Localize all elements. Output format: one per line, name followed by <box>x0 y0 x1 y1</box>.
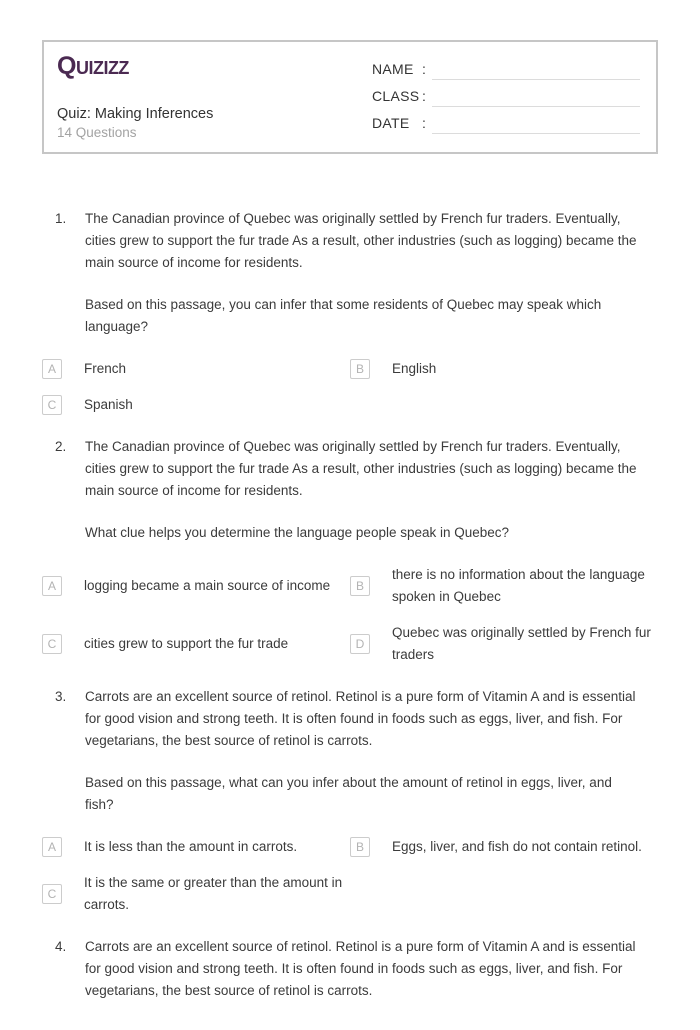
option-text: logging became a main source of income <box>84 578 331 593</box>
option-letter-box[interactable]: B <box>350 837 370 857</box>
name-input-line[interactable] <box>432 60 640 80</box>
name-field-row <box>372 56 640 80</box>
option-text: cities grew to support the fur trade <box>84 636 289 651</box>
option-letter-box[interactable]: A <box>42 576 62 596</box>
option-letter-box[interactable]: A <box>42 837 62 857</box>
question-3-passage: Carrots are an excellent source of retinol. Retinol is a pure form of Vitamin A and is essential for good vision and strong teeth. It is often found in foods such as eggs, liver, and fish. For vegetarians, the best source of retinol is carrots. <box>85 689 636 748</box>
question-4-body <box>85 936 643 1022</box>
option-2d[interactable] <box>350 622 658 666</box>
quiz-title: Quiz: Making Inferences <box>57 106 214 122</box>
name-label: NAME <box>372 61 414 77</box>
question-2-body <box>85 436 643 544</box>
option-text: Quebec was originally settled by French fur traders <box>392 625 651 662</box>
option-letter-box[interactable]: A <box>42 359 62 379</box>
option-letter-box[interactable]: B <box>350 359 370 379</box>
question-1 <box>42 208 658 416</box>
question-1-passage: The Canadian province of Quebec was originally settled by French fur traders. Eventually, cities grew to support the fur trade As a result, other industries (such as logging) became the main source of income for residents. <box>85 211 637 270</box>
question-2 <box>42 436 658 666</box>
question-2-passage: The Canadian province of Quebec was originally settled by French fur traders. Eventually, cities grew to support the fur trade As a result, other industries (such as logging) became the main source of income for residents. <box>85 439 637 498</box>
option-1c[interactable] <box>42 394 350 416</box>
date-field-row <box>372 110 640 134</box>
question-3 <box>42 686 658 916</box>
option-text: English <box>392 361 437 376</box>
class-colon: : <box>422 88 426 104</box>
option-text: there is no information about the language spoken in Quebec <box>392 567 645 604</box>
date-label: DATE <box>372 115 410 131</box>
question-1-options <box>42 358 658 416</box>
question-count: 14 Questions <box>57 125 137 140</box>
option-letter-box[interactable]: B <box>350 576 370 596</box>
option-text: Spanish <box>84 397 133 412</box>
worksheet-header <box>42 40 658 154</box>
question-4 <box>42 936 658 1022</box>
quiz-worksheet-page <box>0 40 700 1030</box>
option-text: Eggs, liver, and fish do not contain retinol. <box>392 839 642 854</box>
question-3-prompt: Based on this passage, what can you infer about the amount of retinol in eggs, liver, and fish? <box>85 775 612 812</box>
option-3a[interactable] <box>42 836 350 858</box>
option-3b[interactable] <box>350 836 658 858</box>
option-letter-box[interactable]: C <box>42 634 62 654</box>
name-colon: : <box>422 61 426 77</box>
option-3c[interactable] <box>42 872 350 916</box>
header-left <box>57 52 213 142</box>
quiz-title-block <box>57 105 213 142</box>
option-letter-box[interactable]: C <box>42 395 62 415</box>
student-info-fields <box>372 52 640 142</box>
question-4-number: 4. <box>55 939 67 954</box>
quizizz-logo: Quizizz <box>57 52 129 80</box>
question-1-number: 1. <box>55 211 67 226</box>
option-letter-box[interactable]: D <box>350 634 370 654</box>
option-text: It is less than the amount in carrots. <box>84 839 298 854</box>
option-text: It is the same or greater than the amount in carrots. <box>84 875 343 912</box>
question-1-body <box>85 208 643 338</box>
question-2-prompt: What clue helps you determine the language people speak in Quebec? <box>85 525 510 540</box>
option-1b[interactable] <box>350 358 658 380</box>
question-3-options <box>42 836 658 916</box>
option-1a[interactable] <box>42 358 350 380</box>
option-2b[interactable] <box>350 564 658 608</box>
question-3-body <box>85 686 643 816</box>
question-2-number: 2. <box>55 439 67 454</box>
class-input-line[interactable] <box>432 87 640 107</box>
question-3-number: 3. <box>55 689 67 704</box>
option-2c[interactable] <box>42 622 350 666</box>
question-2-options <box>42 564 658 666</box>
class-label: CLASS <box>372 88 420 104</box>
question-2-text <box>42 436 658 544</box>
class-field-row <box>372 83 640 107</box>
question-1-prompt: Based on this passage, you can infer that some residents of Quebec may speak which language? <box>85 297 602 334</box>
question-list <box>42 208 658 1022</box>
question-1-text <box>42 208 658 338</box>
date-colon: : <box>422 115 426 131</box>
question-4-text <box>42 936 658 1022</box>
question-4-passage: Carrots are an excellent source of retinol. Retinol is a pure form of Vitamin A and is essential for good vision and strong teeth. It is often found in foods such as eggs, liver, and fish. For vegetarians, the best source of retinol is carrots. <box>85 939 636 998</box>
date-input-line[interactable] <box>432 114 640 134</box>
option-text: French <box>84 361 127 376</box>
option-2a[interactable] <box>42 564 350 608</box>
option-letter-box[interactable]: C <box>42 884 62 904</box>
question-3-text <box>42 686 658 816</box>
